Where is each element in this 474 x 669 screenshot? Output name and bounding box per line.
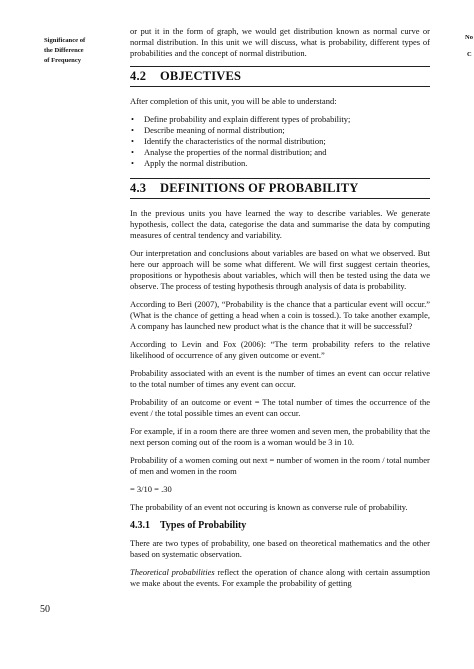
list-item: • Identify the characteristics of the normal distribution; — [130, 136, 430, 147]
paragraph: Probability associated with an event is the number of times an event can occur relative to the total number of times any event can occur. — [130, 368, 430, 389]
list-item: • Define probability and explain different types of probability; — [130, 114, 430, 125]
paragraph: Our interpretation and conclusions about variables are based on what we observed. But here our approach will be some what different. We will first suggest certain theories, propositions or hypothesis about variables, which will then be tested using the data we observe. The process of testing hypothesis through analysis of data is probability. — [130, 248, 430, 291]
section-title: OBJECTIVES — [160, 69, 242, 83]
page-body — [130, 26, 430, 596]
section-title: DEFINITIONS OF PROBABILITY — [160, 181, 359, 195]
intro-paragraph: or put it in the form of graph, we would get distribution known as normal curve or normal distribution. In this unit we will discuss, what is probability, different types of probabilities and the concept of normal distribution. — [130, 26, 430, 58]
objectives-list — [130, 114, 430, 169]
paragraph — [130, 567, 430, 589]
section-heading-objectives — [130, 66, 430, 87]
paragraph: Probability of an outcome or event = The total number of times the occurrence of the event / the total possible times an event can occur. — [130, 397, 430, 418]
paragraph: There are two types of probability, one based on theoretical mathematics and the other based on systematic observation. — [130, 538, 430, 559]
subsection-title: Types of Probability — [160, 520, 247, 531]
page-number: 50 — [40, 604, 50, 615]
right-edge-text-1: No — [465, 34, 473, 41]
objectives-lead: After completion of this unit, you will be able to understand: — [130, 96, 337, 106]
section-number: 4.3 — [130, 181, 147, 195]
section-number: 4.2 — [130, 69, 147, 83]
list-item: • Apply the normal distribution. — [130, 158, 430, 169]
italic-term: Theoretical probabilities — [130, 567, 215, 577]
running-header-sidebar — [44, 36, 114, 66]
subsection-heading-types — [130, 520, 430, 531]
subsection-number: 4.3.1 — [130, 520, 150, 531]
paragraph-text: reflect the operation of chance along with certain assumption we make about the events. For example the probability of getting — [130, 567, 430, 588]
sidebar-line-3: of Frequency — [44, 57, 82, 64]
sidebar-line-1: Significance of — [44, 37, 86, 44]
formula-result: = 3/10 = .30 — [130, 484, 172, 494]
list-item: • Analyse the properties of the normal distribution; and — [130, 147, 430, 158]
paragraph: According to Levin and Fox (2006): “The term probability refers to the relative likelihood of occurrence of any given outcome or event.” — [130, 339, 430, 360]
paragraph: For example, if in a room there are three women and seven men, the probability that the next person coming out of the room is a woman would be 3 in 10. — [130, 426, 430, 447]
paragraph: According to Beri (2007), “Probability is the chance that a particular event will occur.” (What is the chance of getting a head when a coin is tossed.). To take another example, A company has launched new product what is the chance that it will be successful? — [130, 299, 430, 331]
list-item: • Describe meaning of normal distribution; — [130, 125, 430, 136]
right-edge-text-2: C — [467, 51, 472, 58]
section-heading-definitions — [130, 178, 430, 199]
paragraph: In the previous units you have learned the way to describe variables. We generate hypothesis, collect the data, categorise the data and summarise the data by computing measures of central tendency and variability. — [130, 208, 430, 240]
sidebar-line-2: the Difference — [44, 47, 84, 54]
paragraph: Probability of a women coming out next = number of women in the room / total number of men and women in the room — [130, 455, 430, 476]
paragraph: The probability of an event not occuring is known as converse rule of probability. — [130, 502, 408, 512]
